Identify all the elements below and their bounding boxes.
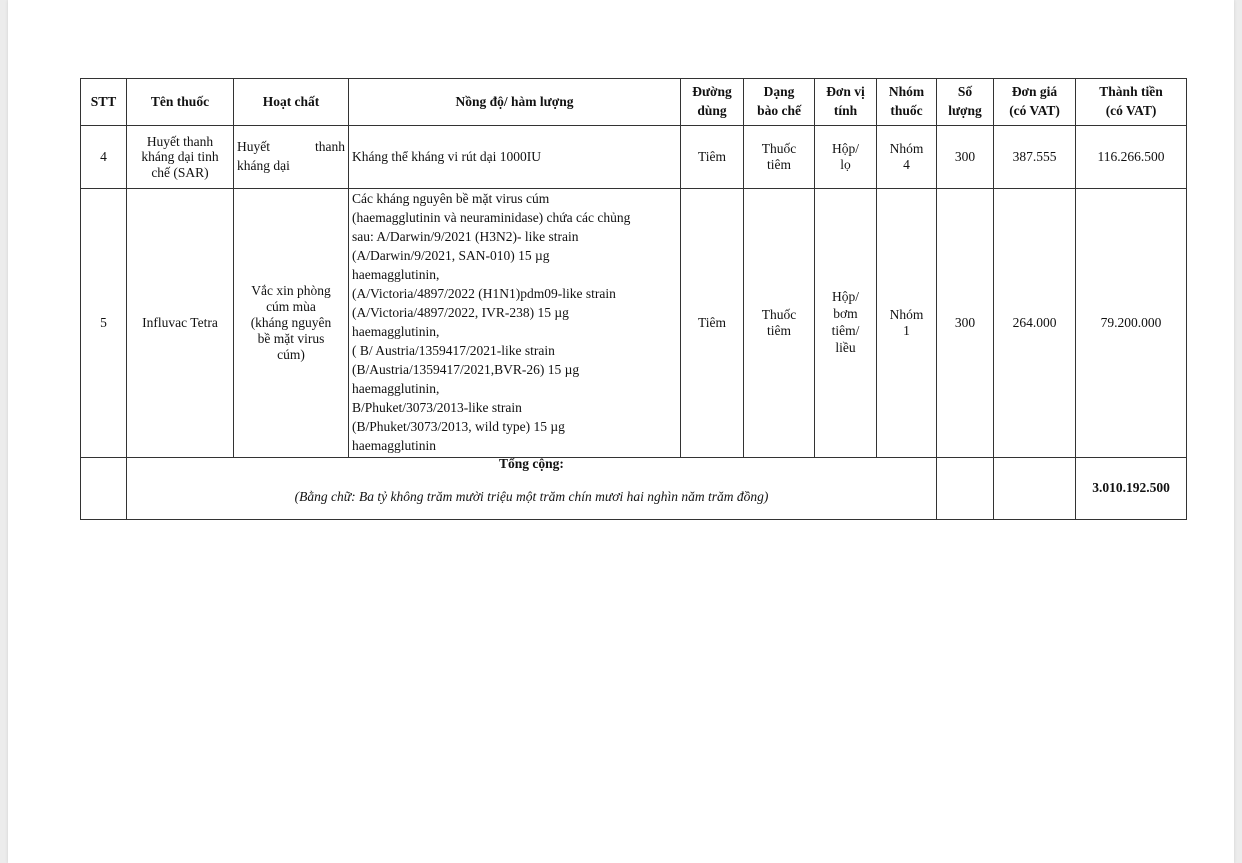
cell-total-stt xyxy=(81,458,127,520)
header-so-luong: Số lượng xyxy=(937,79,994,126)
cell-thanh-tien: 116.266.500 xyxy=(1076,126,1187,189)
header-ten-thuoc: Tên thuốc xyxy=(127,79,234,126)
cell-dang-bao-che: Thuốc tiêm xyxy=(744,189,815,458)
header-nong-do: Nồng độ/ hàm lượng xyxy=(349,79,681,126)
table-row xyxy=(81,189,1187,458)
cell-hoat-chat: Vắc xin phòng cúm mùa (kháng nguyên bề mặt virus cúm) xyxy=(234,189,349,458)
cell-don-gia: 387.555 xyxy=(994,126,1076,189)
header-duong-dung: Đường dùng xyxy=(681,79,744,126)
cell-nhom-thuoc: Nhóm 1 xyxy=(877,189,937,458)
cell-nong-do: Các kháng nguyên bề mặt virus cúm (haemagglutinin và neuraminidase) chứa các chủng sau: A/Darwin/9/2021 (H3N2)- like strain (A/Darwin/9/2021, SAN-010) 15 µg haemagglutinin, (A/Victoria/4897/2022 (H1N1)pdm09-like strain (A/Victoria/4897/2022, IVR-238) 15 µg haemagglutinin, ( B/ Austria/1359417/2021-like strain (B/Austria/1359417/2021,BVR-26) 15 µg haemagglutinin, B/Phuket/3073/2013-like strain (B/Phuket/3073/2013, wild type) 15 µg haemagglutinin xyxy=(349,189,681,458)
cell-duong-dung: Tiêm xyxy=(681,126,744,189)
cell-so-luong: 300 xyxy=(937,189,994,458)
cell-ten-thuoc: Huyết thanh kháng dại tinh chế (SAR) xyxy=(127,126,234,189)
header-nhom-thuoc: Nhóm thuốc xyxy=(877,79,937,126)
cell-total-don-gia xyxy=(994,458,1076,520)
total-in-words: (Bằng chữ: Ba tỷ không trăm mười triệu một trăm chín mươi hai nghìn năm trăm đồng) xyxy=(294,488,769,504)
cell-don-vi-tinh: Hộp/ bơm tiêm/ liều xyxy=(815,189,877,458)
header-don-vi-tinh: Đơn vị tính xyxy=(815,79,877,126)
header-dang-bao-che: Dạng bào chế xyxy=(744,79,815,126)
cell-ten-thuoc: Influvac Tetra xyxy=(127,189,234,458)
cell-don-vi-tinh: Hộp/ lọ xyxy=(815,126,877,189)
cell-hoat-chat: Huyết thanh kháng dại xyxy=(234,126,349,189)
document-page xyxy=(8,0,1234,863)
header-row xyxy=(81,79,1187,126)
cell-dang-bao-che: Thuốc tiêm xyxy=(744,126,815,189)
header-don-gia: Đơn giá (có VAT) xyxy=(994,79,1076,126)
total-label: Tổng cộng: xyxy=(499,455,564,471)
header-hoat-chat: Hoạt chất xyxy=(234,79,349,126)
cell-thanh-tien: 79.200.000 xyxy=(1076,189,1187,458)
cell-nong-do: Kháng thể kháng vi rút dại 1000IU xyxy=(349,126,681,189)
header-thanh-tien: Thành tiền (có VAT) xyxy=(1076,79,1187,126)
cell-total-label xyxy=(127,455,937,520)
cell-don-gia: 264.000 xyxy=(994,189,1076,458)
cell-duong-dung: Tiêm xyxy=(681,189,744,458)
header-stt: STT xyxy=(81,79,127,126)
table-row xyxy=(81,126,1187,189)
cell-so-luong: 300 xyxy=(937,126,994,189)
total-amount: 3.010.192.500 xyxy=(1076,458,1187,520)
cell-stt: 4 xyxy=(81,126,127,189)
cell-stt: 5 xyxy=(81,189,127,458)
cell-total-so-luong xyxy=(937,458,994,520)
cell-nhom-thuoc: Nhóm 4 xyxy=(877,126,937,189)
total-row xyxy=(81,458,1187,520)
drug-price-table xyxy=(80,78,1187,520)
